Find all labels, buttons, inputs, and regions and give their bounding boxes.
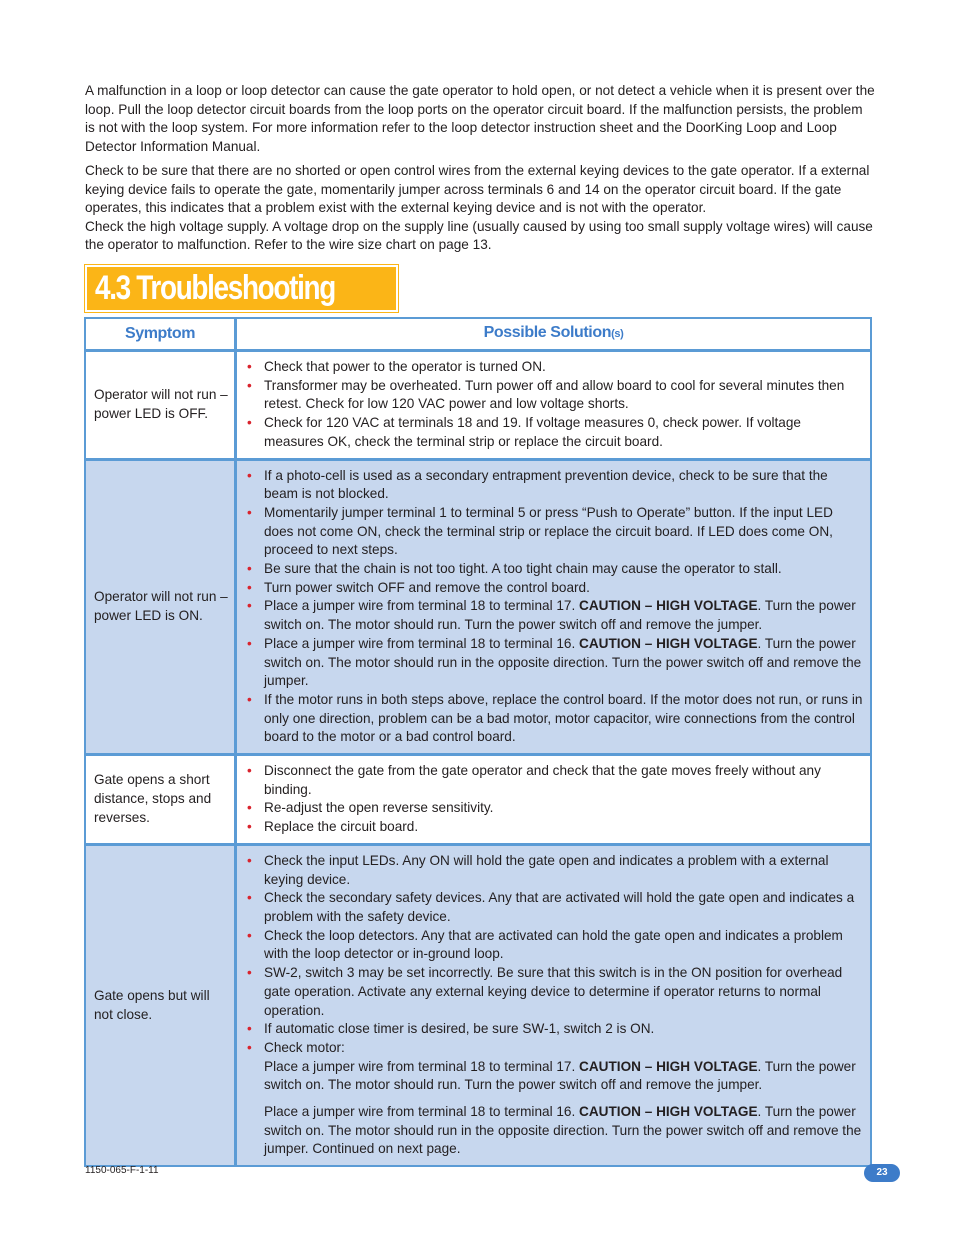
solution-cell: [237, 461, 870, 757]
intro-paragraph-voltage: Check the high voltage supply. A voltage drop on the supply line (usually caused by using too small supply voltage wires) will cause the operator to malfunction. Refer to the wire size chart on page 13.: [85, 218, 873, 252]
item-text: Place a jumper wire from terminal 18 to terminal 16.: [264, 635, 580, 651]
intro-paragraph-loop: A malfunction in a loop or loop detector can cause the gate operator to hold open, or not detect a vehicle when it is present over the loop. Pull the loop detector circuit boards from the loop ports on the operator circuit board. If the malfunction persists, the problem is not with the loop system. For more information refer to the loop detector instruction sheet and the DoorKing Loop and Loop Detector Information Manual.: [85, 83, 875, 154]
list-item: • Disconnect the gate from the gate operator and check that the gate moves freely without any binding.: [245, 762, 864, 799]
document-code: 1150-065-F-1-11: [85, 1165, 159, 1176]
solution-list: [245, 852, 864, 1058]
intro-paragraph-keying: Check to be sure that there are no shorted or open control wires from the external keying devices to the gate operator. If a external keying device fails to operate the gate, momentarily jumper across terminals 6 and 14 on the operator circuit board. If the gate operates, this indicates that a problem exist with the external keying device and is not with the operator.: [85, 163, 870, 215]
list-item: • Re-adjust the open reverse sensitivity.: [245, 799, 864, 818]
list-item: • Check the input LEDs. Any ON will hold the gate open and indicates a problem with a external keying device.: [245, 852, 864, 889]
section-title-text: 4.3 Troubleshooting: [95, 269, 335, 307]
table-row: [86, 846, 870, 1165]
check-motor-steps: [245, 1058, 864, 1160]
list-item: • Turn power switch OFF and remove the control board.: [245, 579, 864, 598]
item-text: . Turn the power switch on. The motor should run. Turn the power switch off and remove the jumper.: [264, 598, 856, 633]
solution-cell: [237, 756, 870, 846]
solution-list: [245, 467, 864, 748]
list-item: • Check for 120 VAC at terminals 18 and 19. If voltage measures 0, check power. If voltage measures OK, check the terminal strip or replace the circuit board.: [245, 414, 864, 451]
list-item: • Momentarily jumper terminal 1 to terminal 5 or press “Push to Operate” button. If the input LED does not come ON, check the terminal strip or replace the circuit board. If LED does come ON, proceed to next steps.: [245, 504, 864, 560]
list-item: • Transformer may be overheated. Turn power off and allow board to cool for several minutes then retest. Check for low 120 VAC power and low voltage shorts.: [245, 377, 864, 414]
list-item: • Check the loop detectors. Any that are activated can hold the gate open and indicates a problem with the loop detector or in-ground loop.: [245, 927, 864, 964]
list-item: • Be sure that the chain is not too tight. A too tight chain may cause the operator to stall.: [245, 560, 864, 579]
item-text: Place a jumper wire from terminal 18 to terminal 17.: [264, 1058, 580, 1074]
caution-text: CAUTION – HIGH VOLTAGE: [579, 598, 758, 614]
solution-cell: [237, 352, 870, 461]
page-number-badge: 23: [864, 1164, 900, 1182]
symptom-cell: Gate opens a short distance, stops and reverses.: [86, 756, 237, 846]
table-row: [86, 756, 870, 846]
item-text: Place a jumper wire from terminal 18 to terminal 16.: [264, 1104, 580, 1120]
list-item: • Check motor:: [245, 1039, 864, 1058]
list-item: • Replace the circuit board.: [245, 818, 864, 837]
list-item: [245, 597, 864, 634]
caution-text: CAUTION – HIGH VOLTAGE: [579, 1058, 758, 1074]
motor-step: [264, 1058, 864, 1095]
list-item: [245, 635, 864, 691]
motor-step: [264, 1103, 864, 1159]
item-text: Place a jumper wire from terminal 18 to terminal 17.: [264, 598, 580, 614]
solution-cell: [237, 846, 870, 1165]
item-text: . Turn the power switch on. The motor should run. Turn the power switch off and remove the jumper.: [264, 1058, 856, 1093]
caution-text: CAUTION – HIGH VOLTAGE: [579, 1104, 758, 1120]
table-row: [86, 461, 870, 757]
item-text: . Turn the power switch on. The motor should run in the opposite direction. Turn the power switch off and remove the jumper. Continued on next page.: [264, 1104, 862, 1157]
list-item: • SW-2, switch 3 may be set incorrectly. Be sure that this switch is in the ON position for overhead gate operation. Activate any external keying device to determine if operator returns to normal operation.: [245, 964, 864, 1020]
list-item: • Check the secondary safety devices. Any that are activated will hold the gate open and indicates a problem with the safety device.: [245, 889, 864, 926]
symptom-cell: Gate opens but will not close.: [86, 846, 237, 1165]
table-header-row: [86, 319, 870, 352]
symptom-cell: Operator will not run – power LED is OFF.: [86, 352, 237, 461]
header-solution-label: Possible Solution: [483, 324, 612, 342]
symptom-cell: Operator will not run – power LED is ON.: [86, 461, 237, 757]
header-solution-suffix: (s): [611, 328, 624, 341]
solution-list: [245, 762, 864, 837]
header-symptom: Symptom: [86, 319, 237, 352]
list-item: • If a photo-cell is used as a secondary entrapment prevention device, check to be sure that the beam is not blocked.: [245, 467, 864, 504]
list-item: • If the motor runs in both steps above, replace the control board. If the motor does not run, or runs in only one direction, problem can be a bad motor, motor capacitor, wire connections from the control board to the motor or a bad control board.: [245, 691, 864, 747]
troubleshooting-table: [84, 317, 872, 1167]
solution-list: [245, 358, 864, 452]
list-item: • If automatic close timer is desired, be sure SW-1, switch 2 is ON.: [245, 1020, 864, 1039]
section-title: [85, 265, 398, 312]
list-item: • Check that power to the operator is turned ON.: [245, 358, 864, 377]
item-text: . Turn the power switch on. The motor should run in the opposite direction. Turn the power switch off and remove the jumper.: [264, 635, 862, 689]
intro-text: [85, 82, 875, 261]
table-row: [86, 352, 870, 461]
caution-text: CAUTION – HIGH VOLTAGE: [579, 635, 758, 651]
header-possible-solution: [237, 319, 870, 352]
